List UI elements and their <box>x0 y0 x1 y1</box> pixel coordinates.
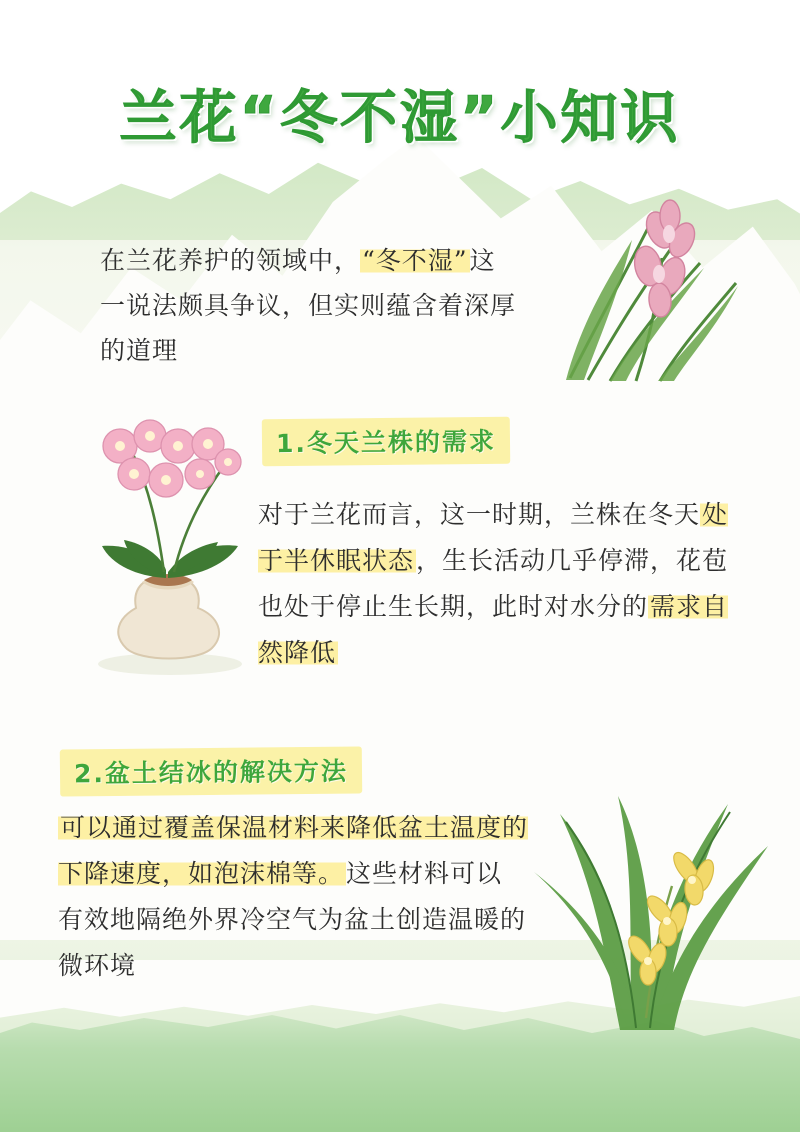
highlighted-text: 需求自然降低 <box>258 592 729 667</box>
body-text: ，生长活动几乎停滞，花苞也处于停止生长期，此时对水分的 <box>258 546 729 621</box>
section-2-body <box>58 805 528 989</box>
section-2-heading: 2.盆土结冰的解决方法 <box>60 746 362 796</box>
orchid-spray-illustration <box>540 188 760 383</box>
body-text: 这些材料可以有效地隔绝外界冷空气为盆土创造温暖的微环境 <box>58 859 527 980</box>
intro-paragraph <box>100 238 520 373</box>
section-1-body <box>258 492 738 676</box>
body-text: 在兰花养护的领域中， <box>100 246 361 275</box>
body-text: 这一说法颇具争议，但实则蕴含着深厚的道理 <box>100 246 517 365</box>
highlighted-text: 处于半休眠状态 <box>258 500 729 575</box>
page-title-wrap <box>0 72 800 154</box>
potted-orchid-illustration <box>62 400 272 680</box>
cymbidium-illustration <box>500 718 800 1038</box>
section-1-heading: 1.冬天兰株的需求 <box>262 417 510 467</box>
highlighted-text: 可以通过覆盖保温材料来降低盆土温度的下降速度，如泡沫棉等。 <box>58 813 529 888</box>
page-title: 兰花“冬不湿”小知识 <box>119 85 681 151</box>
highlighted-text: “冬不湿” <box>362 246 468 275</box>
body-text: 对于兰花而言，这一时期，兰株在冬天 <box>258 500 701 529</box>
